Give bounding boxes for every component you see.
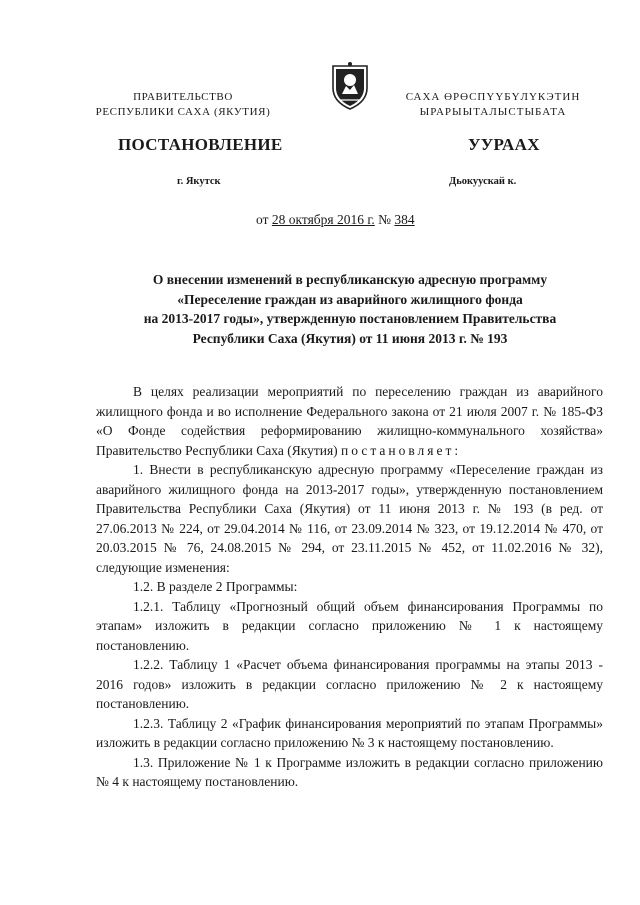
coat-of-arms-icon	[327, 60, 373, 110]
paragraph-preamble	[96, 382, 603, 460]
paragraph-1-2-3: 1.2.3. Таблицу 2 «График финансирования мероприятий по этапам Программы» изложить в редакции согласно приложению № 3 к настоящему постановлению.	[96, 715, 603, 750]
preamble-resolve-word: постановляет:	[341, 442, 462, 458]
heading-line3: на 2013-2017 годы», утвержденную постановлением Правительства	[143, 311, 557, 326]
paragraph-1-2-2: 1.2.2. Таблицу 1 «Расчет объема финансирования программы на этапы 2013 - 2016 годов» изложить в редакции согласно приложению № 2 к настоящему постановлению.	[96, 657, 603, 711]
document-title-sah: УУРААХ	[468, 135, 540, 154]
paragraph-1-2-1: 1.2.1. Таблицу «Прогнозный общий объем финансирования Программы по этапам» изложить в редакции согласно приложению № 1 к настоящему постановлению.	[96, 598, 603, 653]
heading-line2: «Переселение граждан из аварийного жилищного фонда	[177, 291, 523, 307]
document-body	[96, 382, 603, 792]
date-prefix: от	[256, 212, 272, 227]
document-date: 28 октября 2016 г.	[271, 212, 375, 227]
header-right-line1: САХА ӨРӨСПҮҮБҮЛҮКЭТИН	[405, 91, 581, 103]
document-date-line	[256, 212, 415, 228]
paragraph-1-3: 1.3. Приложение № 1 к Программе изложить в редакции согласно приложению № 4 к настоящему постановлению.	[96, 754, 603, 789]
city-ru: г. Якутск	[177, 176, 221, 187]
document-title-ru: ПОСТАНОВЛЕНИЕ	[118, 135, 283, 154]
paragraph-1-2: 1.2. В разделе 2 Программы:	[133, 579, 298, 594]
header-left-line2: РЕСПУБЛИКИ САХА (ЯКУТИЯ)	[95, 106, 271, 118]
document-number: 384	[394, 212, 415, 227]
header-right-block	[368, 90, 618, 120]
header-left-line1: ПРАВИТЕЛЬСТВО	[133, 91, 233, 103]
preamble-text: В целях реализации мероприятий по переселению граждан из аварийного жилищного фонда и во исполнение Федерального закона от 21 июля 2007 г. № 185-ФЗ «О Фонде содействия реформированию жилищно-коммунального хозяйства» Правительство Республики Саха (Якутия)	[96, 384, 603, 458]
number-prefix: №	[374, 212, 395, 227]
city-sah: Дьокуускай к.	[449, 176, 517, 187]
heading-line1: О внесении изменений в республиканскую адресную программу	[152, 272, 548, 287]
paragraph-1: 1. Внести в республиканскую адресную программу «Переселение граждан из аварийного жилищного фонда на 2013-2017 годы», утвержденную постановлением Правительства Республики Саха (Якутия) от 11 июня 2013 г. № 193 (в ред. от 27.06.2013 № 224, от 29.04.2014 № 116, от 23.09.2014 № 323, от 19.12.2014 № 470, от 20.03.2015 № 76, 24.08.2015 № 294, от 23.11.2015 № 452, от 11.02.2016 № 32), следующие изменения:	[96, 462, 603, 575]
document-heading	[90, 270, 610, 348]
heading-line4: Республики Саха (Якутия) от 11 июня 2013 г. № 193	[192, 330, 508, 346]
header-right-line2: ЫРАРЫЫТАЛЫСТЫБАТА	[419, 106, 567, 118]
header-left-block	[88, 90, 278, 120]
